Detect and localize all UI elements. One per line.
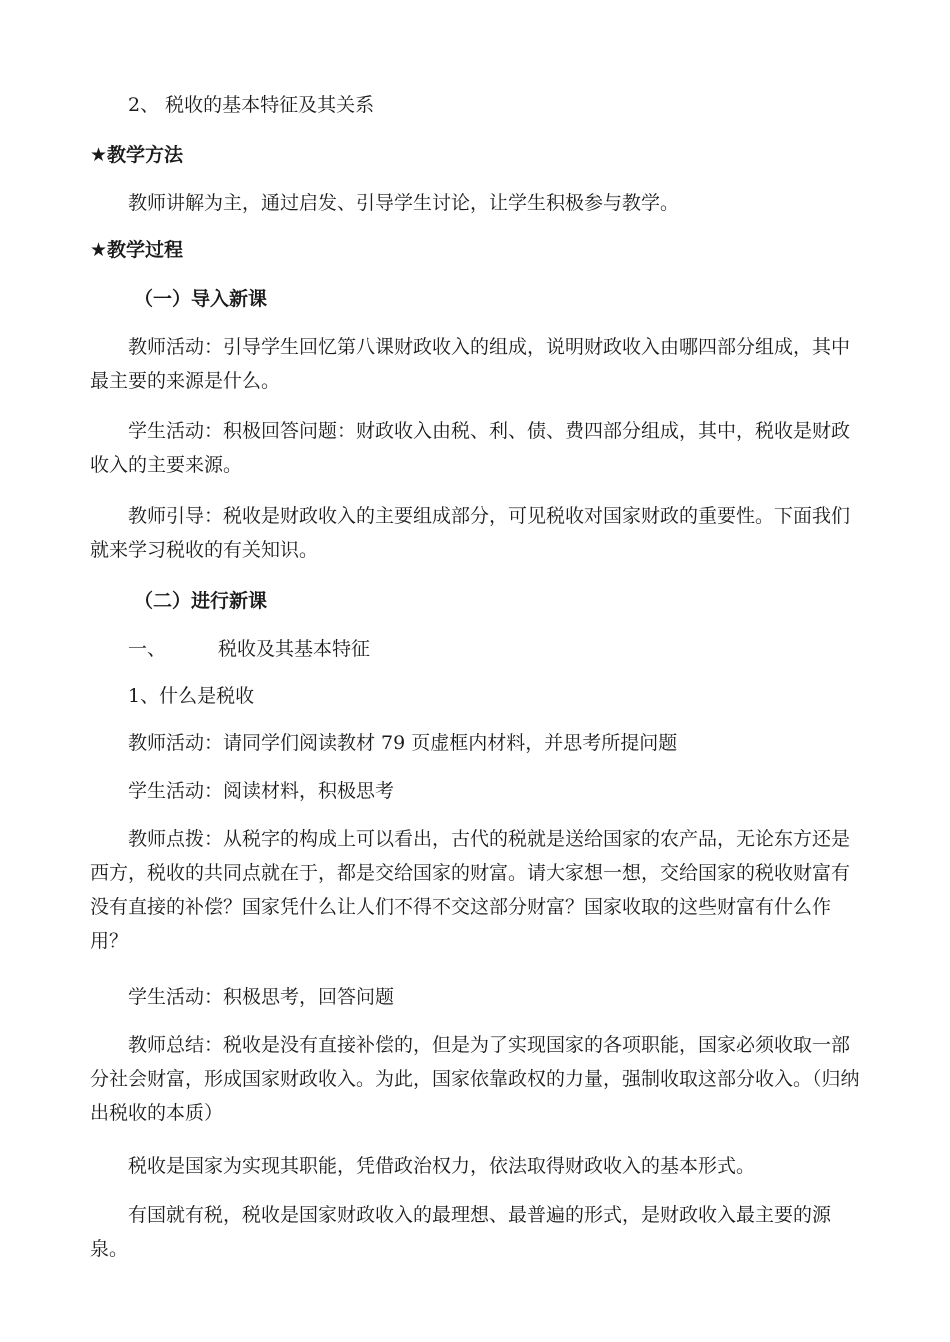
paragraph-teacher-activity-2: 教师活动：请同学们阅读教材 79 页虚框内材料，并思考所提问题 — [128, 732, 678, 754]
black-star-icon: ★ — [90, 239, 108, 261]
list-item-one — [90, 632, 860, 666]
heading-teaching-process — [90, 233, 860, 267]
paragraph-student-activity-2: 学生活动：阅读材料，积极思考 — [128, 780, 395, 802]
paragraph-conclusion: 有国就有税，税收是国家财政收入的最理想、最普遍的形式，是财政收入最主要的源泉。 — [90, 1204, 832, 1260]
black-star-icon: ★ — [90, 144, 108, 166]
paragraph-teacher-summary: 教师总结：税收是没有直接补偿的，但是为了实现国家的各项职能，国家必须收取一部分社会财富，形成国家财政收入。为此，国家依靠政权的力量，强制收取这部分收入。（归纳出税收的本质） — [90, 1034, 860, 1124]
list-item-1: 1、什么是税收 — [128, 685, 255, 707]
paragraph-method: 教师讲解为主，通过启发、引导学生讨论，让学生积极参与教学。 — [128, 192, 680, 214]
list-item-one-number: 一、 — [128, 638, 167, 660]
paragraph-teacher-hint: 教师点拨：从税字的构成上可以看出，古代的税就是送给国家的农产品，无论东方还是西方，税收的共同点就在于，都是交给国家的财富。请大家想一想，交给国家的税收财富有没有直接的补偿？国家凭什么让人们不得不交这部分财富？国家收取的这些财富有什么作用？ — [90, 828, 851, 952]
section-heading-intro: （一）导入新课 — [134, 288, 268, 310]
heading-teaching-method — [90, 138, 860, 172]
heading-teaching-process-label: 教学过程 — [107, 239, 184, 261]
paragraph-student-activity-1: 学生活动：积极回答问题：财政收入由税、利、债、费四部分组成，其中，税收是财政收入的主要来源。 — [90, 420, 851, 476]
paragraph-student-activity-3: 学生活动：积极思考，回答问题 — [128, 986, 395, 1008]
paragraph-teacher-guide: 教师引导：税收是财政收入的主要组成部分，可见税收对国家财政的重要性。下面我们就来学习税收的有关知识。 — [90, 505, 851, 561]
list-item-one-text: 税收及其基本特征 — [218, 638, 371, 660]
list-item-key-point-2: 2、 税收的基本特征及其关系 — [128, 94, 375, 116]
paragraph-teacher-activity-1: 教师活动：引导学生回忆第八课财政收入的组成，说明财政收入由哪四部分组成，其中最主要的来源是什么。 — [90, 336, 851, 392]
paragraph-definition: 税收是国家为实现其职能，凭借政治权力，依法取得财政收入的基本形式。 — [128, 1155, 756, 1177]
section-heading-new-lesson: （二）进行新课 — [134, 590, 268, 612]
heading-teaching-method-label: 教学方法 — [107, 144, 184, 166]
